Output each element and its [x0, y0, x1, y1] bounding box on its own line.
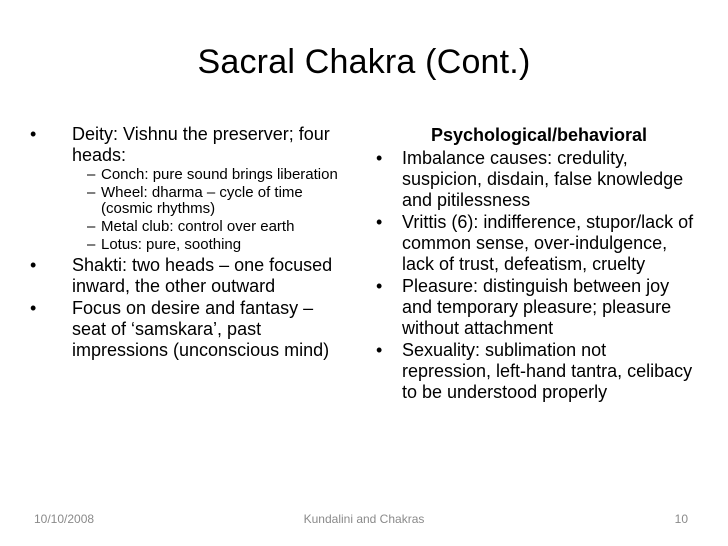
bullet-icon: •: [376, 340, 383, 360]
bullet-text: Focus on desire and fantasy – seat of ‘samskara’, past impressions (unconscious mind): [72, 298, 330, 360]
dash-icon: –: [87, 236, 96, 253]
bullet-shakti: [30, 255, 352, 297]
bullet-icon: •: [30, 255, 37, 275]
sub-bullet-lotus: [30, 237, 352, 253]
footer-title: Kundalini and Chakras: [303, 512, 425, 526]
column-heading: Psychological/behavioral: [430, 125, 648, 145]
bullet-pleasure: [376, 276, 698, 339]
footer-date: 10/10/2008: [34, 512, 95, 526]
sub-bullet-conch: [30, 167, 352, 183]
bullet-icon: •: [376, 148, 383, 168]
bullet-vrittis: [376, 212, 698, 275]
bullet-icon: •: [376, 276, 383, 296]
bullet-imbalance: [376, 148, 698, 211]
dash-icon: –: [87, 184, 96, 201]
bullet-icon: •: [30, 124, 37, 144]
bullet-icon: •: [30, 298, 37, 318]
sub-bullet-text: Conch: pure sound brings liberation: [101, 166, 338, 183]
sub-bullet-wheel: [30, 185, 352, 217]
sub-bullet-text: Lotus: pure, soothing: [101, 236, 242, 253]
bullet-text: Deity: Vishnu the preserver; four heads:: [72, 124, 330, 165]
bullet-text: Vrittis (6): indifference, stupor/lack of common sense, over-indulgence, lack of trust, defeatism, cruelty: [402, 212, 694, 274]
bullet-icon: •: [376, 212, 383, 232]
bullet-text: Pleasure: distinguish between joy and temporary pleasure; pleasure without attachment: [402, 276, 672, 338]
slide-number: 10: [674, 512, 688, 526]
bullet-focus: [30, 298, 352, 361]
bullet-text: Imbalance causes: credulity, suspicion, disdain, false knowledge and pitilessness: [402, 148, 684, 210]
dash-icon: –: [87, 218, 96, 235]
bullet-text: Sexuality: sublimation not repression, left-hand tantra, celibacy to be understood properly: [402, 340, 693, 402]
bullet-sexuality: [376, 340, 698, 403]
bullet-text: Shakti: two heads – one focused inward, the other outward: [72, 255, 333, 296]
sub-bullet-text: Wheel: dharma – cycle of time (cosmic rhythms): [101, 184, 303, 217]
right-column: [376, 124, 698, 404]
bullet-deity: [30, 124, 352, 166]
sub-bullet-metal-club: [30, 219, 352, 235]
dash-icon: –: [87, 166, 96, 183]
slide-title: Sacral Chakra (Cont.): [197, 43, 531, 81]
sub-bullet-text: Metal club: control over earth: [101, 218, 295, 235]
left-column: [30, 124, 352, 362]
